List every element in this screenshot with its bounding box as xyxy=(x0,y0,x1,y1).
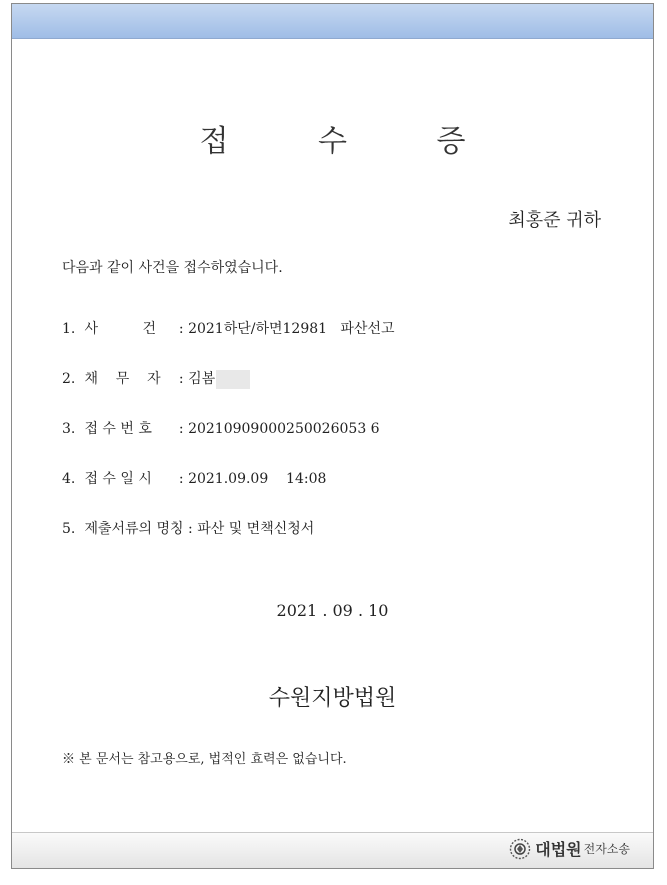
item-debtor: 2. 채 무 자 : 김봄 xyxy=(62,368,250,389)
footer-bar xyxy=(12,832,653,868)
item-case: 1. 사 건 : 2021하단/하면12981 파산선고 xyxy=(62,318,395,338)
document-frame xyxy=(11,3,654,869)
item-number: 4. xyxy=(62,471,76,487)
logo-brand: 대법원 xyxy=(535,840,582,859)
item-label: 제출서류의 명칭 xyxy=(84,521,184,537)
item-value: 2021하단/하면12981 파산선고 xyxy=(188,321,395,337)
recipient-name: 최홍준 귀하 xyxy=(508,210,601,231)
item-number: 2. xyxy=(62,371,76,387)
item-value: 김봄 xyxy=(188,371,216,387)
notice-text: ※ 본 문서는 참고용으로, 법적인 효력은 없습니다. xyxy=(62,752,347,767)
item-number: 3. xyxy=(62,421,76,437)
item-value: 2021.09.09 14:08 xyxy=(188,471,327,487)
court-name: 수원지방법원 xyxy=(268,686,397,711)
intro-text: 다음과 같이 사건을 접수하였습니다. xyxy=(62,260,283,276)
logo-service: 전자소송 xyxy=(583,842,630,856)
supreme-court-emblem-icon xyxy=(509,838,531,860)
item-number: 5. xyxy=(62,521,76,537)
item-value: 20210909000250026053 6 xyxy=(188,421,380,437)
item-label: 접 수 번 호 xyxy=(84,421,152,437)
redacted-block xyxy=(216,370,250,389)
item-label: 사 건 xyxy=(84,321,157,337)
item-number: 1. xyxy=(62,321,76,337)
item-label: 채 무 자 xyxy=(84,371,161,387)
item-receipt-datetime: 4. 접 수 일 시 : 2021.09.09 14:08 xyxy=(62,468,326,488)
item-value: 파산 및 면책신청서 xyxy=(197,521,315,537)
item-document-name: 5. 제출서류의 명칭 : 파산 및 면책신청서 xyxy=(62,521,315,537)
header-bar xyxy=(12,4,653,39)
item-label: 접 수 일 시 xyxy=(84,471,152,487)
item-receipt-number: 3. 접 수 번 호 : 20210909000250026053 6 xyxy=(62,418,380,438)
issue-date: 2021 . 09 . 10 xyxy=(276,601,389,620)
footer-logo xyxy=(509,837,630,860)
document-title: 접 수 증 xyxy=(199,124,506,159)
